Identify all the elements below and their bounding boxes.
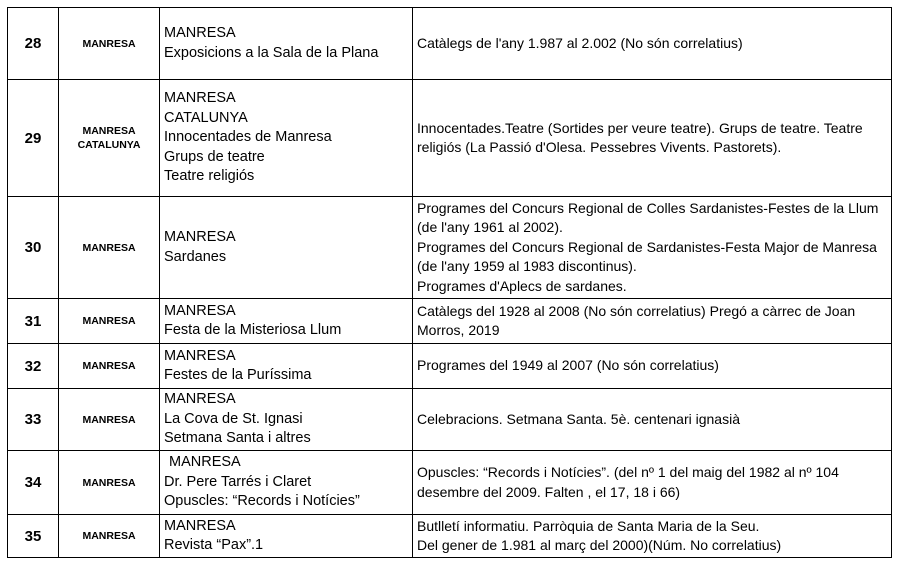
topic-line: Festes de la Puríssima [164,367,312,383]
topic-line: MANRESA [164,391,236,408]
table-row [8,389,892,451]
description-cell [413,8,892,80]
topic-line: Grups de teatre [164,148,265,165]
topic-line: Dr. Pere Tarrés i Claret [164,473,312,490]
table-row [8,80,892,197]
topic-line: MANRESA [164,25,236,41]
topic-line: Festa de la Misteriosa Llum [164,322,342,338]
description-text: Catàlegs del 1928 al 2008 (No són correlatius) Pregó a càrrec de Joan Morros, 2019 [417,302,856,338]
entry-number: 28 [8,8,59,80]
table-row [8,515,892,558]
place-label: MANRESA [82,360,136,372]
topics-cell [160,389,413,451]
place-label: CATALUNYA [77,139,141,151]
description-text: Catàlegs de l'any 1.987 al 2.002 (No són correlatius) [417,34,743,51]
topic-line: MANRESA [164,229,236,245]
topic-line: Teatre religiós [164,168,255,185]
topic-line: MANRESA [169,454,241,471]
entry-number: 35 [8,515,59,558]
place-cell [59,515,160,558]
topic-line: Revista “Pax”.1 [164,537,264,553]
place-label: MANRESA [82,125,136,137]
description-text: Programes del 1949 al 2007 (No són correlatius) [417,357,719,374]
description-cell [413,299,892,344]
topic-line: MANRESA [164,90,236,107]
place-cell [59,344,160,389]
table-row [8,299,892,344]
topics-cell [160,299,413,344]
place-label: MANRESA [82,315,136,327]
topics-cell [160,80,413,197]
place-cell [59,80,160,197]
description-text: Butlletí informatiu. Parròquia de Santa Maria de la Seu. [417,517,760,534]
place-label: MANRESA [82,476,136,489]
topics-cell [160,8,413,80]
table-row [8,197,892,299]
description-cell [413,389,892,451]
topic-line: MANRESA [164,347,236,364]
description-text: Programes d'Aplecs de sardanes. [417,277,627,294]
place-label: MANRESA [82,530,136,542]
catalog-table [7,7,892,558]
table-row [8,8,892,80]
topic-line: Exposicions a la Sala de la Plana [164,44,379,61]
topic-line: Innocentades de Manresa [164,129,332,146]
topic-line: Setmana Santa i altres [164,430,311,447]
topic-line: Sardanes [164,248,227,265]
entry-number: 30 [8,197,59,299]
description-text: Opuscles: “Records i Notícies”. (del nº 1 del maig del 1982 al nº 104 desembre del 2009. Falten , el 17, 18 i 66) [417,464,839,500]
place-cell [59,451,160,515]
topic-line: CATALUNYA [164,109,248,126]
topic-line: Opuscles: “Records i Notícies” [164,493,360,510]
place-label: MANRESA [82,413,136,426]
topic-line: MANRESA [164,302,236,319]
place-cell [59,389,160,451]
table-row [8,451,892,515]
description-cell [413,80,892,197]
place-cell [59,8,160,80]
entry-number: 33 [8,389,59,451]
place-label: MANRESA [82,241,136,254]
description-cell [413,451,892,515]
place-cell [59,197,160,299]
entry-number: 29 [8,80,59,197]
topics-cell [160,515,413,558]
description-text: Del gener de 1.981 al març del 2000)(Núm. No correlatius) [417,537,782,553]
topics-cell [160,197,413,299]
topics-cell [160,344,413,389]
entry-number: 31 [8,299,59,344]
topics-cell [160,451,413,515]
topic-line: MANRESA [164,517,236,534]
description-text: Celebracions. Setmana Santa. 5è. centenari ignasià [417,410,740,427]
entry-number: 32 [8,344,59,389]
table-row [8,344,892,389]
place-label: MANRESA [82,37,136,50]
description-text: Programes del Concurs Regional de Colles Sardanistes-Festes de la Llum (de l'any 1961 al 2002). [417,199,879,236]
description-cell [413,515,892,558]
place-cell [59,299,160,344]
description-text: Innocentades.Teatre (Sortides per veure teatre). Grups de teatre. Teatre religiós (La Passió d'Olesa. Pessebres Vivents. Pastorets). [417,119,863,155]
description-text: Programes del Concurs Regional de Sardanistes-Festa Major de Manresa (de l'any 1959 al 1983 discontinus). [417,238,877,275]
description-cell [413,197,892,299]
topic-line: La Cova de St. Ignasi [164,410,303,427]
entry-number: 34 [8,451,59,515]
description-cell [413,344,892,389]
